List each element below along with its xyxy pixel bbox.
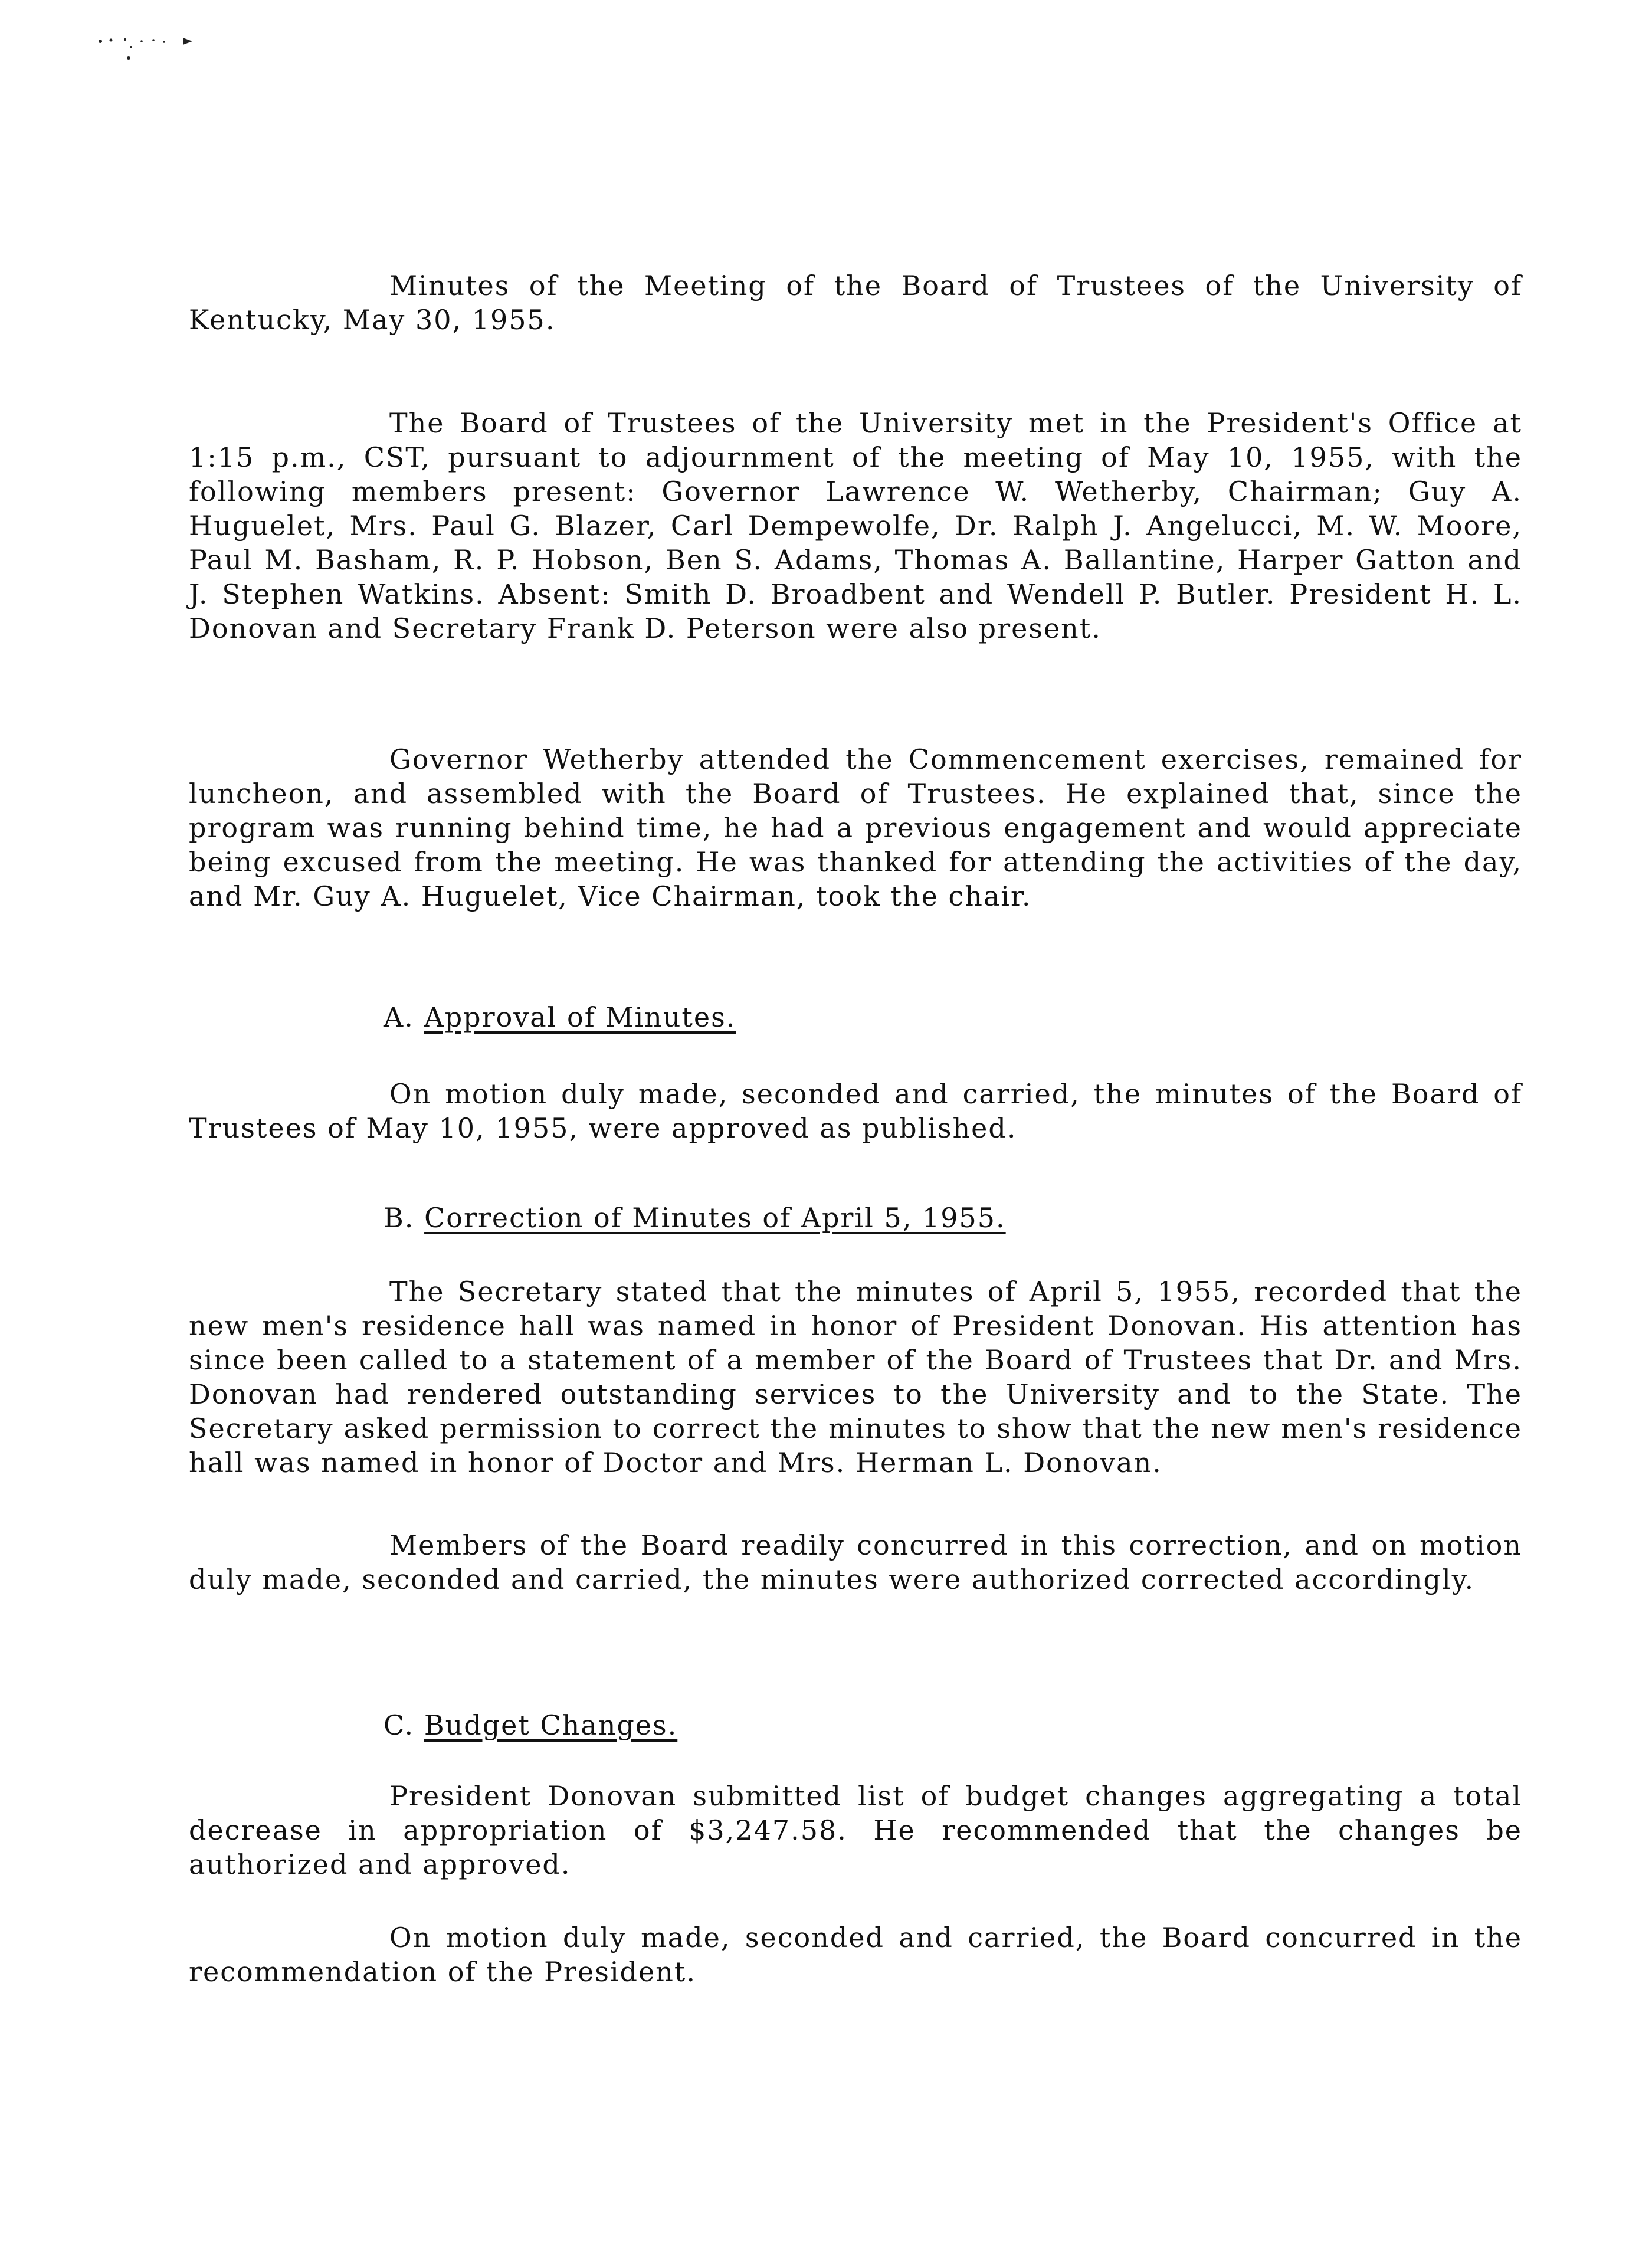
section-title: Budget Changes. [424,1709,678,1741]
document-title: Minutes of the Meeting of the Board of Trustees of the University of Kentucky, May 30, 1955. [189,270,1522,336]
section-b-paragraph-2: Members of the Board readily concurred in this correction, and on motion duly made, seconded and carried, the minutes were authorized corrected accordingly. [189,1529,1522,1595]
section-a-heading [384,1000,736,1034]
section-b-heading [384,1201,1006,1235]
section-c-paragraph-1: President Donovan submitted list of budget changes aggregating a total decrease in appropriation of $3,247.58. He recommended that the changes be authorized and approved. [189,1780,1522,1880]
section-title: Approval of Minutes. [424,1001,736,1033]
section-a-paragraph: On motion duly made, seconded and carried, the minutes of the Board of Trustees of May 10, 1955, were approved as published. [189,1078,1522,1144]
section-b-paragraph-1: The Secretary stated that the minutes of April 5, 1955, recorded that the new men's residence hall was named in honor of President Donovan. His attention has since been called to a statement of a member of the Board of Trustees that Dr. and Mrs. Donovan had rendered outstanding services to the University and to the State. The Secretary asked permission to correct the minutes to show that the new men's residence hall was named in honor of Doctor and Mrs. Herman L. Donovan. [189,1276,1522,1479]
scan-mark-icon [88,24,206,71]
section-letter: C. [384,1709,415,1741]
governor-paragraph: Governor Wetherby attended the Commencement exercises, remained for luncheon, and assembled with the Board of Trustees. He explained that, since the program was running behind time, he had a previous engagement and would appreciate being excused from the meeting. He was thanked for attending the activities of the day, and Mr. Guy A. Huguelet, Vice Chairman, took the chair. [189,743,1522,912]
section-c-paragraph-2: On motion duly made, seconded and carried, the Board concurred in the recommendation of the President. [189,1922,1522,1988]
section-c-heading [384,1708,677,1742]
section-letter: B. [384,1202,415,1234]
attendance-paragraph: The Board of Trustees of the University met in the President's Office at 1:15 p.m., CST, pursuant to adjournment of the meeting of May 10, 1955, with the following members present: Governor Lawrence W. Wetherby, Chairman; Guy A. Huguelet, Mrs. Paul G. Blazer, Carl Dempewolfe, Dr. Ralph J. Angelucci, M. W. Moore, Paul M. Basham, R. P. Hobson, Ben S. Adams, Thomas A. Ballantine, Harper Gatton and J. Stephen Watkins. Absent: Smith D. Broadbent and Wendell P. Butler. President H. L. Donovan and Secretary Frank D. Peterson were also present. [189,407,1522,644]
section-letter: A. [384,1001,414,1033]
section-title: Correction of Minutes of April 5, 1955. [424,1202,1006,1234]
